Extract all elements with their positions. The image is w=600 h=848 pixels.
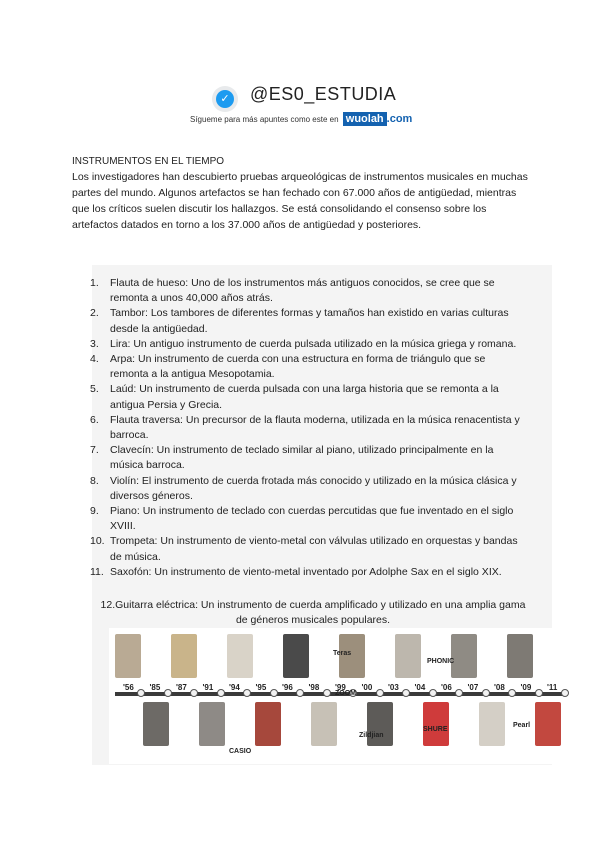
instrument-photo [115, 634, 141, 678]
timeline-year: '95 [255, 683, 267, 692]
list-item-text: Trompeta: Un instrumento de viento-metal con válvulas utilizado en orquestas y bandas de música. [110, 535, 518, 563]
list-item-number: 7. [90, 444, 99, 457]
timeline-year: '08 [494, 683, 505, 692]
instrument-list [84, 276, 524, 580]
intro-paragraph: Los investigadores han descubierto pruebas arqueológicas de instrumentos musicales en muchas partes del mundo. Algunos artefactos se han fechado con 67.000 años de antigüedad, mientras que los críticos suelen discutir los hallazgos. Se está consolidando el consenso sobre los artefactos datados en torno a los 37.000 años de antigüedad y posteriores. [72, 171, 528, 231]
instrument-photo [311, 702, 337, 746]
instrument-photo [143, 702, 169, 746]
instrument-photo [255, 702, 281, 746]
timeline-year: '98 [308, 683, 320, 692]
list-item-text: Piano: Un instrumento de teclado con cuerdas percutidas que fue inventado en el siglo XVIII. [110, 505, 514, 533]
timeline-year: '99 [335, 683, 346, 692]
list-item [84, 474, 524, 504]
brand-logo[interactable]: wuolah [343, 112, 387, 126]
list-item [84, 413, 524, 443]
list-item-guitarra: 12.Guitarra eléctrica: Un instrumento de cuerda amplificado y utilizado en una amplia gama de géneros musicales populares. [100, 599, 526, 627]
timeline-marker [376, 689, 384, 697]
list-item-text: Lira: Un antiguo instrumento de cuerda pulsada utilizado en la música griega y romana. [110, 337, 517, 350]
list-item [84, 382, 524, 412]
list-item-number: 5. [90, 383, 99, 396]
timeline-year: '11 [547, 683, 558, 692]
timeline-marker [270, 689, 278, 697]
instrument-photo [395, 634, 421, 678]
instrument-photo [535, 702, 561, 746]
instrument-photo [283, 634, 309, 678]
timeline-marker [323, 689, 331, 697]
timeline-year: '06 [441, 683, 452, 692]
instrument-photo [507, 634, 533, 678]
brand-logo-text: Teras [333, 650, 352, 657]
instrument-photo [423, 702, 449, 746]
timeline-year: '56 [123, 683, 134, 692]
list-item [84, 352, 524, 382]
timeline-year: '91 [202, 683, 214, 692]
header [0, 80, 600, 132]
tagline-text: Sígueme para más apuntes como este en [190, 115, 339, 124]
timeline-year: '07 [467, 683, 479, 692]
timeline-marker [243, 689, 251, 697]
list-item-number: 9. [90, 505, 99, 518]
list-item [84, 504, 524, 534]
list-item-number: 6. [90, 413, 99, 426]
list-item-text: Tambor: Los tambores de diferentes formas y tamaños han existido en varias culturas desde la antigüedad. [110, 307, 509, 335]
list-item-number: 1. [90, 277, 99, 289]
timeline-marker [535, 689, 543, 697]
timeline-year: '04 [414, 683, 426, 692]
instrument-photo [479, 702, 505, 746]
document-title: INSTRUMENTOS EN EL TIEMPO [72, 156, 225, 167]
timeline-year: '94 [229, 683, 240, 692]
brand-logo-text: CASIO [229, 748, 252, 755]
list-item [84, 443, 524, 473]
list-item-number: 8. [90, 474, 99, 487]
list-item-number: 3. [90, 337, 99, 350]
list-item [84, 276, 524, 306]
timeline-year: '85 [149, 683, 161, 692]
brand-logo-text: Zildjian [359, 732, 384, 739]
list-item-number: 10. [90, 535, 105, 548]
timeline-marker [561, 689, 569, 697]
list-item [84, 306, 524, 336]
check-icon: ✓ [216, 90, 234, 108]
timeline-marker [402, 689, 410, 697]
brand-logo-text: Pearl [513, 722, 531, 729]
list-item-text: Laúd: Un instrumento de cuerda pulsada con una larga historia que se remonta a la antigua Persia y Grecia. [110, 383, 499, 411]
brand-logo-text: SHURE [423, 726, 448, 733]
list-item-text: Saxofón: Un instrumento de viento-metal inventado por Adolphe Sax en el siglo XIX. [110, 565, 502, 578]
instrument-photo [199, 702, 225, 746]
timeline-marker [296, 689, 304, 697]
instrument-photo [451, 634, 477, 678]
brand-domain[interactable]: .com [386, 113, 413, 125]
timeline-year: '96 [282, 683, 293, 692]
list-item [84, 337, 524, 352]
timeline-marker [482, 689, 490, 697]
tagline [190, 112, 412, 127]
list-item-number: 11. [90, 565, 104, 578]
instrument-photo [367, 702, 393, 746]
list-item-text: Flauta traversa: Un precursor de la flauta moderna, utilizada en la música renacentista y barroca. [110, 413, 520, 442]
list-item [84, 534, 524, 564]
timeline-year: '03 [388, 683, 399, 692]
list-item [84, 565, 524, 580]
list-item-number: 4. [90, 353, 99, 366]
instrument-photo [171, 634, 197, 678]
brand-logo-text: PHONIC [427, 658, 455, 665]
account-handle[interactable]: @ES0_ESTUDIA [250, 84, 397, 104]
list-item-text: Violín: El instrumento de cuerda frotada más conocido y utilizado en la música clásica y diversos géneros. [110, 474, 517, 502]
timeline-marker [217, 689, 225, 697]
timeline-year: '09 [520, 683, 532, 692]
instrument-timeline-image [109, 628, 565, 764]
timeline-marker [508, 689, 516, 697]
verified-badge [212, 86, 238, 112]
list-item-text: Arpa: Un instrumento de cuerda con una estructura en forma de triángulo que se remonta a la antigua Mesopotamia. [110, 353, 486, 381]
timeline-marker [429, 689, 437, 697]
list-item-text: Clavecín: Un instrumento de teclado similar al piano, utilizado principalmente en la música barroca. [110, 444, 494, 472]
instrument-photo [227, 634, 253, 678]
timeline-marker [455, 689, 463, 697]
brand-logo-text: ZOOM [335, 690, 356, 697]
timeline-year: '87 [176, 683, 187, 692]
list-item-text: Flauta de hueso: Uno de los instrumentos más antiguos conocidos, se cree que se remonta a unos 40,000 años atrás. [110, 277, 495, 305]
list-item-number: 2. [90, 307, 99, 320]
timeline-year: '00 [361, 683, 373, 692]
timeline-marker [164, 689, 172, 697]
timeline-marker [137, 689, 145, 697]
timeline-marker [190, 689, 198, 697]
